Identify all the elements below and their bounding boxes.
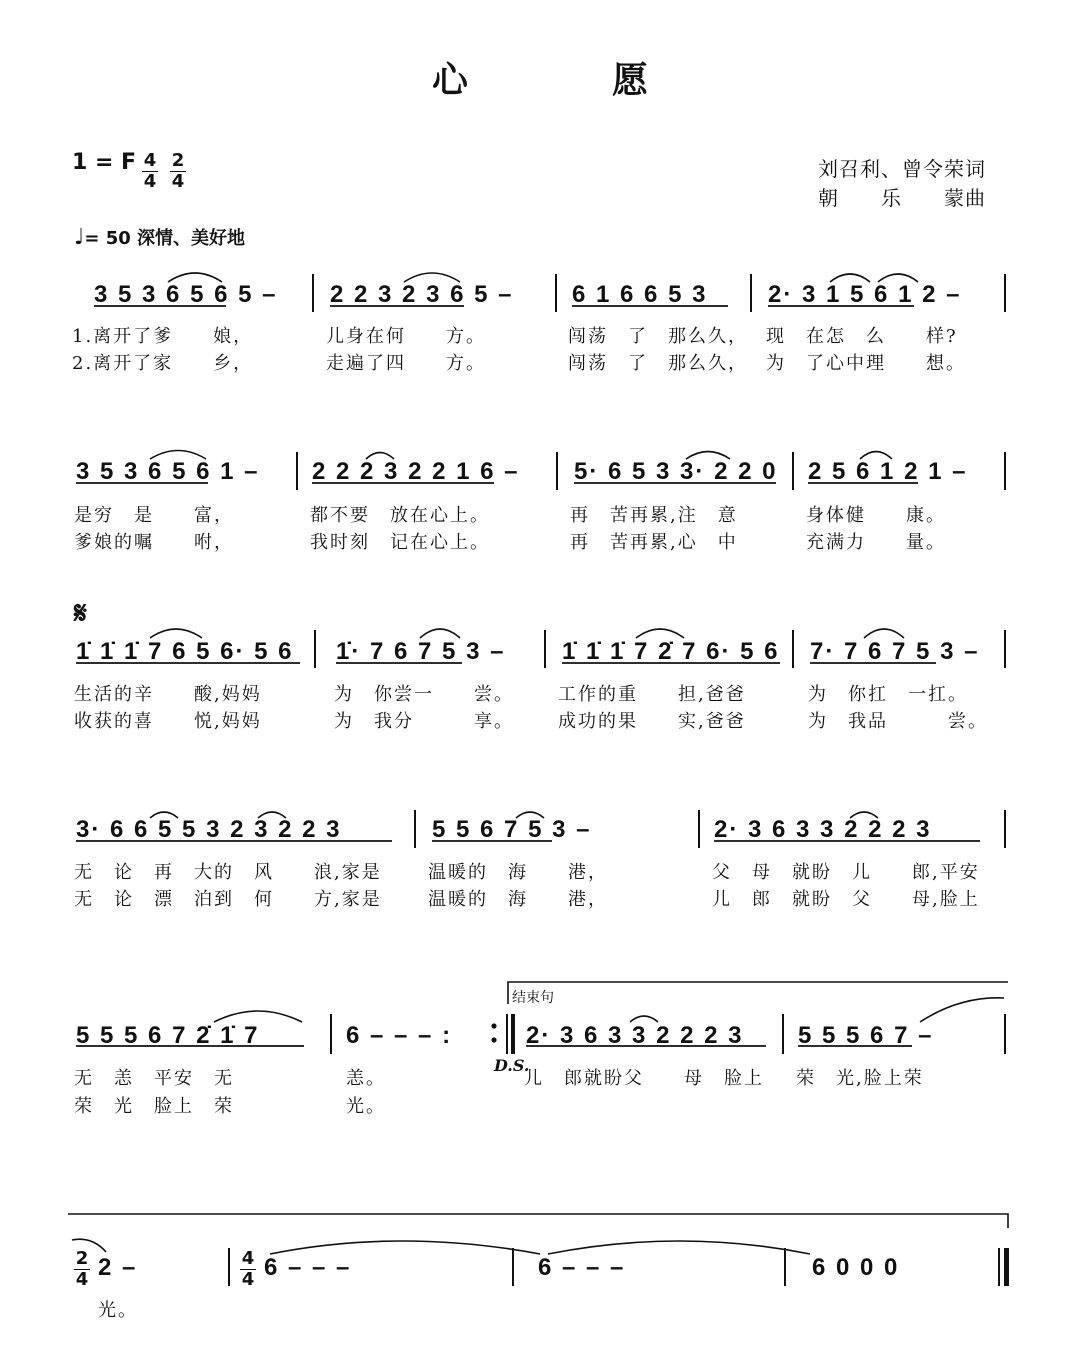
lyric-v2-m5: 爹娘的嘱 咐， xyxy=(74,532,234,553)
lyric-v2-m7: 再 苦再累,心 中 xyxy=(570,532,738,553)
repeat-barline-thick xyxy=(511,1014,515,1054)
measure-5-notes: 3 5 3 6 5 6 1 – xyxy=(76,458,260,485)
lyric-v1-m4: 现 在怎 么 样? xyxy=(766,326,958,347)
barline xyxy=(1004,1014,1006,1054)
lyric-v2-m8: 充满力 量。 xyxy=(806,532,946,553)
barline xyxy=(750,274,752,312)
final-barline-thin xyxy=(998,1248,1000,1286)
lyric-v2-m9: 收获的喜 悦,妈妈 xyxy=(74,711,262,732)
lyric-v1-m6: 都不要 放在心上。 xyxy=(310,505,490,526)
measure-15-notes: 2· 3 6 3 3 2 2 2 3 xyxy=(714,816,932,843)
lyric-v1-m3: 闯荡 了 那么久， xyxy=(568,326,748,347)
lyric-v1-m18: 儿 郎就盼父 母 脸上 xyxy=(524,1068,764,1089)
barline xyxy=(1004,630,1006,668)
composer-credit: 朝 乐 蒙曲 xyxy=(818,186,986,210)
barline xyxy=(698,810,700,848)
lyric-v2-m13: 无 论 漂 泊到 何 方,家是 xyxy=(74,889,382,910)
segno-sign: 𝄋 xyxy=(74,596,87,631)
page-title-char-2: 愿 xyxy=(612,59,649,101)
lyric-v1-m5: 是穷 是 富， xyxy=(74,505,234,526)
lyric-v2-m1: 2.离开了家 乡， xyxy=(72,353,254,374)
barline xyxy=(782,1014,784,1054)
lyric-v1-m17: 恙。 xyxy=(346,1068,386,1089)
barline xyxy=(312,274,314,312)
barline xyxy=(555,274,557,312)
lyric-v1-m9: 生活的辛 酸,妈妈 xyxy=(74,684,262,705)
time-signature-2-4-final: 2 4 xyxy=(75,1248,89,1290)
measure-11-notes: 1̇ 1̇ 1̇ 7 2̇ 7 6· 5 6 xyxy=(562,638,780,665)
time-signature-2-4: 2 4 xyxy=(171,150,185,192)
lyric-v2-m4: 为 了心中理 想。 xyxy=(766,353,966,374)
lyric-v2-m11: 成功的果 实,爸爸 xyxy=(558,711,746,732)
measure-17-notes: 6 – – – : xyxy=(346,1022,453,1049)
lyric-v2-m14: 温暖的 海 港， xyxy=(428,889,608,910)
measure-23-notes: 6 0 0 0 xyxy=(812,1254,900,1281)
barline xyxy=(784,1248,786,1286)
barline xyxy=(314,630,316,668)
measure-1-notes: 3 5 3 6 5 6 5 – xyxy=(94,281,278,308)
barline xyxy=(330,1014,332,1054)
lyric-v2-m16: 荣 光 脸上 荣 xyxy=(74,1096,234,1117)
lyric-v1-m19: 荣 光,脸上荣 xyxy=(796,1068,924,1089)
lyric-v2-m15: 儿 郎 就盼 父 母,脸上 xyxy=(712,889,980,910)
measure-8-notes: 2 5 6 1 2 1 – xyxy=(808,458,968,485)
lyric-v1-m2: 儿身在何 方。 xyxy=(326,326,486,347)
lyric-v2-m17: 光。 xyxy=(346,1096,386,1117)
lyric-v1-m11: 工作的重 担,爸爸 xyxy=(558,684,746,705)
key-signature: 1 = F xyxy=(72,150,137,175)
barline xyxy=(792,630,794,668)
lyric-v1-m7: 再 苦再累,注 意 xyxy=(570,505,738,526)
dal-segno-mark: D.S. xyxy=(494,1056,530,1075)
time-signature-4-4-final: 4 4 xyxy=(241,1248,255,1290)
lyric-v2-m2: 走遍了四 方。 xyxy=(326,353,486,374)
measure-3-notes: 6 1 6 6 5 3 xyxy=(572,281,708,308)
barline xyxy=(792,452,794,490)
barline xyxy=(296,452,298,490)
measure-20-notes: 2 – xyxy=(98,1254,138,1281)
lyric-v1-m15: 父 母 就盼 儿 郎,平安 xyxy=(712,862,980,883)
page-title-char-1: 心 xyxy=(432,59,469,101)
lyric-v2-m10: 为 我分 享。 xyxy=(334,711,514,732)
measure-7-notes: 5· 6 5 3 3· 2 2 0 xyxy=(574,458,778,485)
tempo-marking: ♩= 50 深情、美好地 xyxy=(74,225,246,250)
barline xyxy=(1004,452,1006,490)
lyric-v1-m8: 身体健 康。 xyxy=(806,505,946,526)
lyricist-credit: 刘召利、曾令荣词 xyxy=(818,157,986,181)
barline xyxy=(1004,810,1006,848)
lyric-v1-m16: 无 恙 平安 无 xyxy=(74,1068,234,1089)
time-signature-4-4: 4 4 xyxy=(143,150,157,192)
quarter-note-icon: ♩ xyxy=(74,225,85,250)
barline xyxy=(544,630,546,668)
measure-16-notes: 5 5 5 6 7 2̇ 1̇ 7 xyxy=(76,1022,260,1049)
measure-14-notes: 5 5 6 7 5 3 – xyxy=(432,816,592,843)
measure-4-notes: 2· 3 1 5 6 1 2 – xyxy=(768,281,962,308)
barline xyxy=(414,810,416,848)
lyric-v1-m1: 1.离开了爹 娘， xyxy=(72,326,254,347)
lyric-v1-m14: 温暖的 海 港， xyxy=(428,862,608,883)
measure-13-notes: 3· 6 6 5 5 3 2 3 2 2 3 xyxy=(76,816,342,843)
final-barline-thick xyxy=(1004,1248,1009,1286)
measure-9-notes: 1̇ 1̇ 1̇ 7 6 5 6· 5 6 xyxy=(76,638,294,665)
barline xyxy=(1004,274,1006,312)
lyric-v1-m12: 为 你扛 一扛。 xyxy=(808,684,968,705)
measure-10-notes: 1̇· 7 6 7 5 3 – xyxy=(336,638,506,665)
barline xyxy=(512,1248,514,1286)
lyric-v2-m6: 我时刻 记在心上。 xyxy=(310,532,490,553)
measure-6-notes: 2 2 2 3 2 2 1 6 – xyxy=(312,458,520,485)
lyric-v1-m20: 光。 xyxy=(98,1300,138,1321)
measure-12-notes: 7· 7 6 7 5 3 – xyxy=(810,638,980,665)
barline xyxy=(228,1248,230,1286)
ending-label: 结束句 xyxy=(512,990,554,1006)
measure-21-notes: 6 – – – xyxy=(264,1254,352,1281)
measure-2-notes: 2 2 3 2 3 6 5 – xyxy=(330,281,514,308)
measure-18-notes: 2· 3 6 3 3 2 2 2 3 xyxy=(526,1022,744,1049)
lyric-v2-m3: 闯荡 了 那么久， xyxy=(568,353,748,374)
lyric-v2-m12: 为 我品 尝。 xyxy=(808,711,988,732)
lyric-v1-m13: 无 论 再 大的 风 浪,家是 xyxy=(74,862,382,883)
lyric-v1-m10: 为 你尝一 尝。 xyxy=(334,684,514,705)
measure-22-notes: 6 – – – xyxy=(538,1254,626,1281)
measure-19-notes: 5 5 5 6 7 – xyxy=(798,1022,934,1049)
barline xyxy=(556,452,558,490)
repeat-barline-thin xyxy=(506,1014,508,1054)
